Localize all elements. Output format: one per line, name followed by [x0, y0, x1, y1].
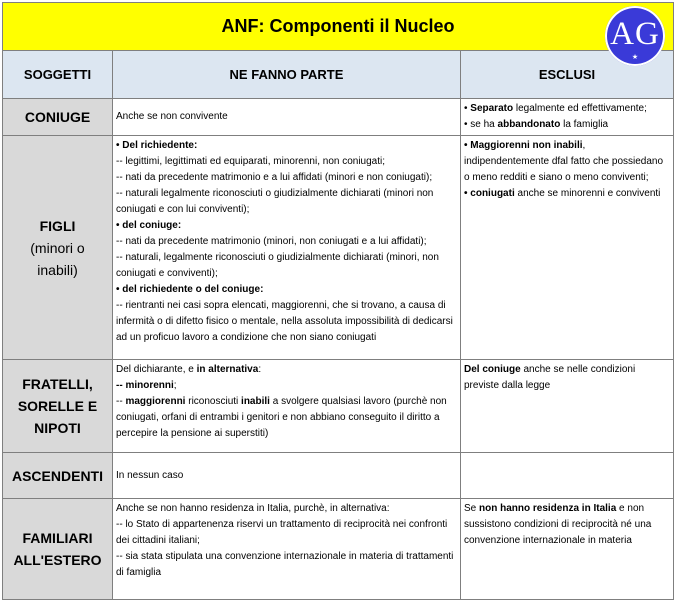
fratelli-include [113, 360, 461, 453]
subject-ascendenti: ASCENDENTI [3, 453, 113, 499]
figli-label: FIGLI [39, 217, 76, 234]
figli-line: -- nati da precedente matrimonio (minori, non coniugati e a lui affidati); [116, 236, 427, 247]
ag-logo [605, 6, 665, 66]
subject-figli [3, 136, 113, 360]
row-coniuge [3, 99, 674, 136]
figli-heading-entrambi: • del richiedente o del coniuge: [116, 284, 264, 295]
figli-exclude-2: • coniugati anche se minorenni e conviventi [464, 188, 661, 199]
page-title: ANF: Componenti il Nucleo [221, 16, 455, 36]
coniuge-exclude [461, 99, 674, 136]
figli-line: -- legittimi, legittimati ed equiparati, minorenni, non coniugati; [116, 156, 386, 167]
ascendenti-exclude [461, 453, 674, 499]
figli-heading-richiedente: • Del richiedente: [116, 140, 198, 151]
subject-coniuge: CONIUGE [3, 99, 113, 136]
fratelli-line-1: -- minorenni; [116, 380, 177, 391]
fratelli-intro: Del dichiarante, e in alternativa: [116, 364, 262, 375]
figli-line: -- nati da precedente matrimonio e a lui affidati (minori e non coniugati); [116, 172, 433, 183]
estero-include: Anche se non hanno residenza in Italia, purchè, in alternativa: -- lo Stato di appartenenza riservi un trattamento di reciprocità nei confronti dei cittadini italiani; -- sia stata stipulata una convenzione internazionale in materia di trattamenti di famiglia [113, 499, 461, 600]
figli-heading-coniuge: • del coniuge: [116, 220, 182, 231]
coniuge-exclude-line-1: • Separato legalmente ed effettivamente; [464, 103, 647, 114]
figli-include [113, 136, 461, 360]
header-ne-fanno-parte: NE FANNO PARTE [113, 51, 461, 99]
coniuge-exclude-line-2: • se ha abbandonato la famiglia [464, 119, 609, 130]
title-cell [3, 3, 674, 51]
figli-line: -- rientranti nei casi sopra elencati, maggiorenni, che si trovano, a causa di infermità o di difetto fisico o mentale, nella assoluta impossibilità di dedicarsi ad un proficuo lavoro a condizione che non siano coniugati [116, 300, 453, 343]
header-row [3, 51, 674, 99]
star-icon: ★ [631, 53, 639, 61]
header-soggetti: SOGGETTI [3, 51, 113, 99]
figli-line: -- naturali legalmente riconosciuti o giudizialmente dichiarati (minori non coniugati e con lui conviventi); [116, 188, 434, 215]
row-ascendenti [3, 453, 674, 499]
subject-estero: FAMILIARI ALL'ESTERO [3, 499, 113, 600]
subject-fratelli: FRATELLI, SORELLE E NIPOTI [3, 360, 113, 453]
row-figli [3, 136, 674, 360]
estero-exclude: Se non hanno residenza in Italia e non sussistono condizioni di reciprocità né una convenzione internazionale in materia [461, 499, 674, 600]
components-table [2, 2, 674, 600]
figli-line: -- naturali, legalmente riconosciuti o giudizialmente dichiarati (minori, non coniugati e conviventi); [116, 252, 439, 279]
figli-sub-1: (minori o [30, 239, 85, 256]
header-esclusi: ESCLUSI [461, 51, 674, 99]
logo-text: AG [610, 16, 660, 52]
figli-exclude-1: • Maggiorenni non inabili, indipendentemente dfal fatto che possiedano o meno redditi e siano o meno conviventi; [464, 140, 664, 183]
figli-exclude [461, 136, 674, 360]
coniuge-include: Anche se non convivente [113, 99, 461, 136]
ascendenti-include: In nessun caso [113, 453, 461, 499]
row-estero [3, 499, 674, 600]
title-row [3, 3, 674, 51]
fratelli-line-2: -- maggiorenni riconosciuti inabili a svolgere qualsiasi lavoro (purchè non coniugati, orfani di entrambi i genitori e non abbiano conseguito il diritto a percepire la pensione ai superstiti) [116, 396, 447, 439]
figli-sub-2: inabili) [37, 261, 78, 278]
fratelli-exclude: Del coniuge anche se nelle condizioni previste dalla legge [461, 360, 674, 453]
row-fratelli [3, 360, 674, 453]
